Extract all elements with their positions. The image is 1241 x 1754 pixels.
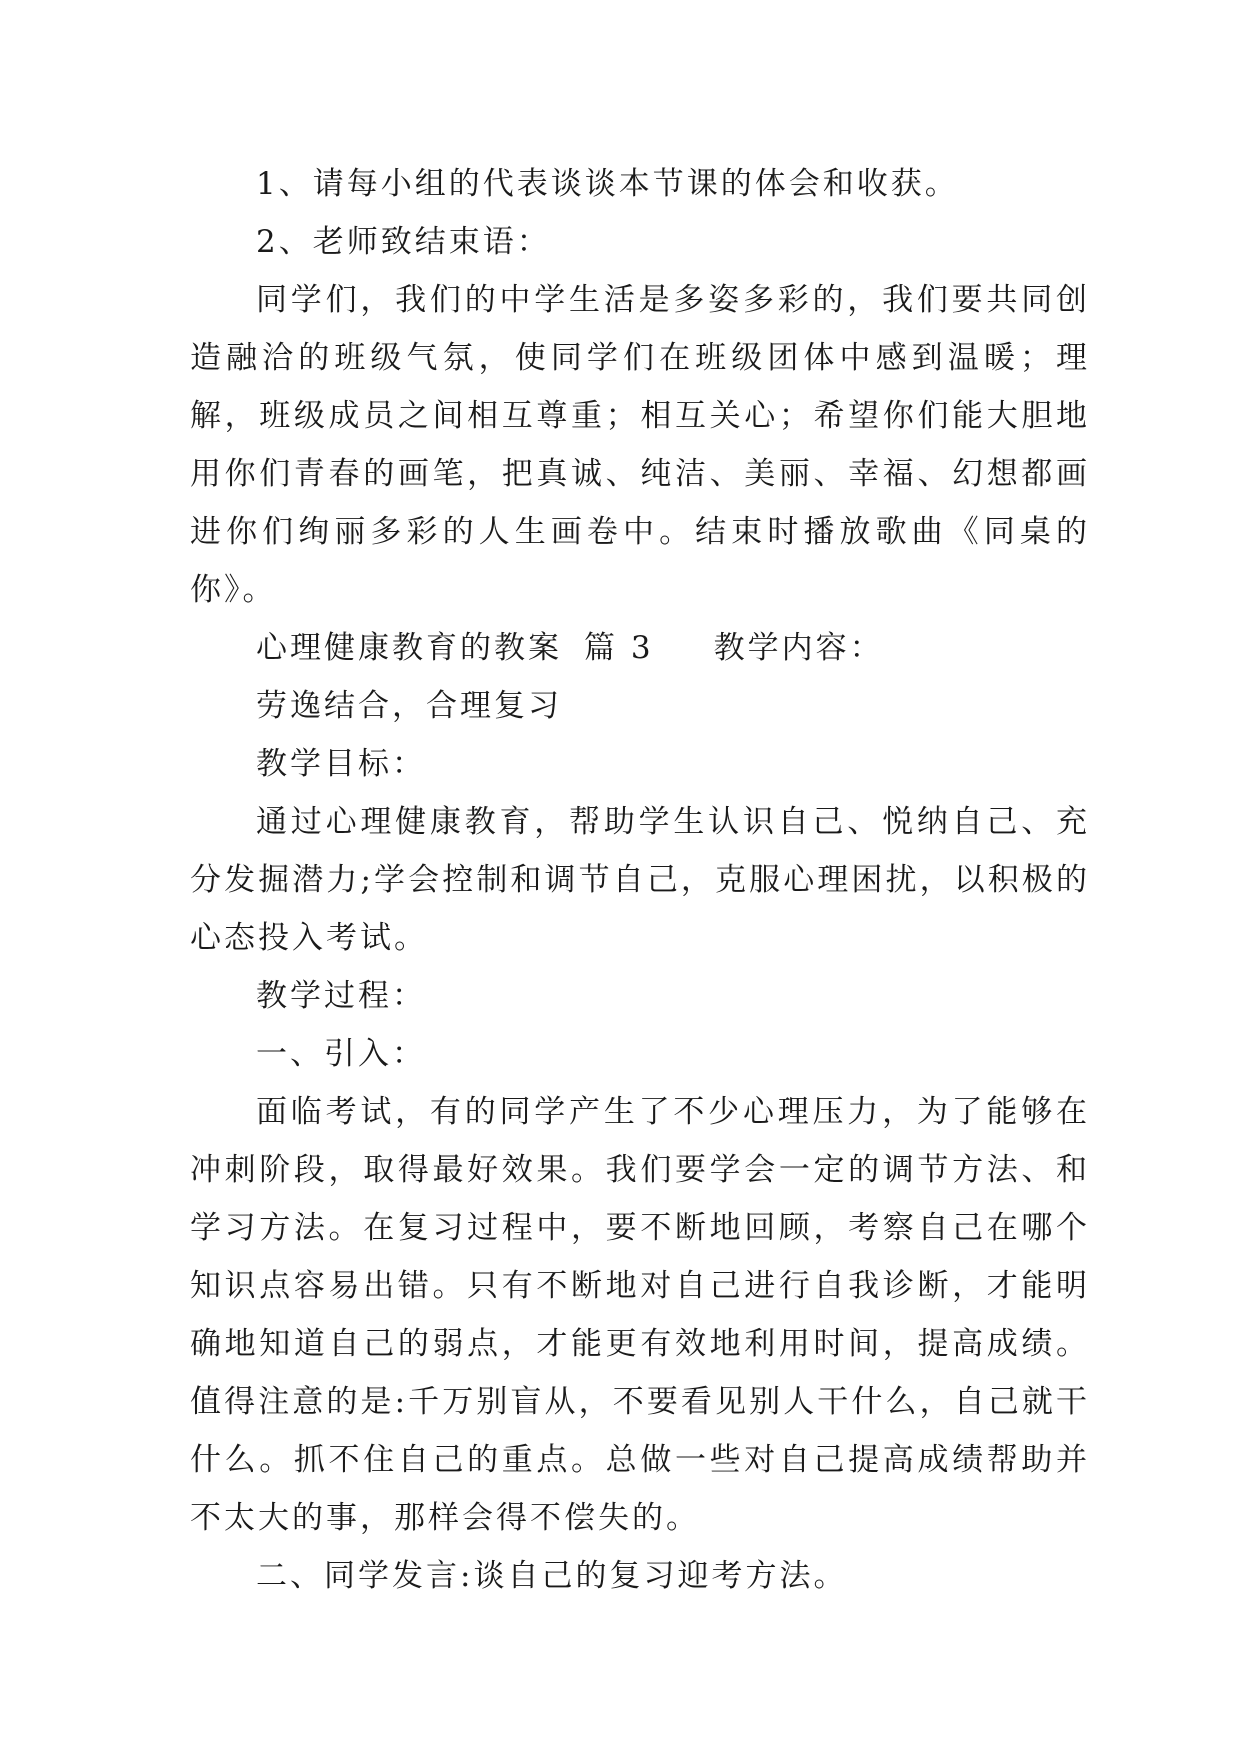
paragraph-introduction: 面临考试，有的同学产生了不少心理压力，为了能够在冲刺阶段，取得最好效果。我们要学会一定的调节方法、和学习方法。在复习过程中，要不断地回顾，考察自己在哪个知识点容易出错。只有不断地对自己进行自我诊断，才能明确地知道自己的弱点，才能更有效地利用时间，提高成绩。值得注意的是:千万别盲从，不要看见别人干什么，自己就干什么。抓不住自己的重点。总做一些对自己提高成绩帮助并不太大的事，那样会得不偿失的。 [190,1094,1090,1536]
paragraph-summary-request: 1、请每小组的代表谈谈本节课的体会和收获。 [256,166,959,202]
paragraph-process-heading: 教学过程： [256,978,426,1014]
paragraph-introduction-heading: 一、引入： [256,1036,426,1072]
section-number: 篇 3 [584,630,654,666]
document-body [190,155,1090,1605]
section-title: 心理健康教育的教案 [256,630,562,666]
paragraph-student-speech: 二、同学发言:谈自己的复习迎考方法。 [256,1558,848,1594]
section-label: 教学内容： [713,630,884,666]
paragraph-lesson-title: 劳逸结合，合理复习 [256,688,562,724]
paragraph-objectives: 通过心理健康教育，帮助学生认识自己、悦纳自己、充分发掘潜力;学会控制和调节自己，克服心理困扰，以积极的心态投入考试。 [190,804,1090,956]
section-heading [190,619,1090,677]
paragraph-objectives-heading: 教学目标： [256,746,426,782]
paragraph-closing-remarks-heading: 2、老师致结束语： [256,224,551,260]
paragraph-closing-remarks: 同学们，我们的中学生活是多姿多彩的，我们要共同创造融洽的班级气氛，使同学们在班级团体中感到温暖；理解，班级成员之间相互尊重；相互关心；希望你们能大胆地用你们青春的画笔，把真诚、纯洁、美丽、幸福、幻想都画进你们绚丽多彩的人生画卷中。结束时播放歌曲《同桌的你》。 [190,282,1090,608]
